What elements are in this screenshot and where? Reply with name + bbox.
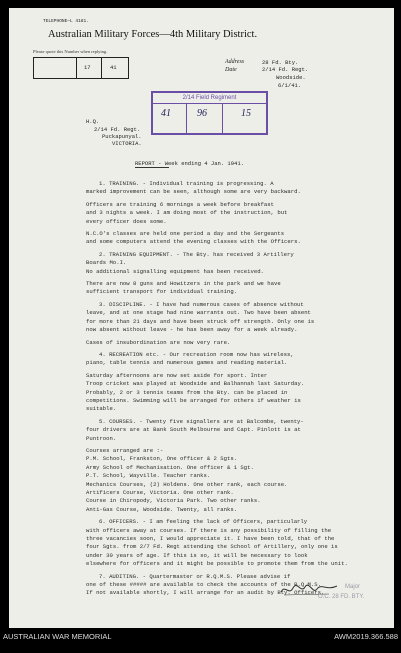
signature-unit: O.C. 28 FD. BTY. (318, 594, 365, 600)
address-line-2: 2/14 Fd. Regt. (262, 66, 309, 73)
report-title: REPORT - Week ending 4 Jan. 1941. (135, 160, 244, 167)
para-line: Boards Mo.I. (86, 259, 127, 267)
recipient-line-1: H.Q. (86, 118, 100, 125)
para-line: Puntroon. (86, 434, 117, 442)
report-title-underline (135, 167, 169, 168)
quote-note: Please quote this Number when replying. (33, 49, 108, 54)
recipient-line-2: 2/14 Fd. Regt. (94, 126, 141, 133)
para-line: sufficient transport for individual training. (86, 288, 238, 296)
para-line: and some computers attend the evening classes with the Officers. (86, 238, 301, 246)
stamp-title: 2/14 Field Regiment (153, 93, 266, 104)
stamp-value-2: 96 (197, 108, 207, 119)
course-line: Army School of Mechanisation. One officer & 1 Sgt. (86, 463, 254, 471)
reference-number-box (33, 57, 129, 79)
para-line: 4. RECREATION etc. - Our recreation room now has wireless, (99, 350, 294, 358)
para-line: Cases of insubordination are now very rare. (86, 338, 231, 346)
report-body (86, 180, 348, 598)
signature-rank: Major (345, 584, 361, 590)
address-line-4: 6/1/41. (278, 82, 302, 89)
course-line: Course in Chiropody, Victoria Park. Two other ranks. (86, 497, 261, 505)
course-line: P.M. School, Frankston, One officer & 2 Sgts. (86, 455, 238, 463)
para-line: No additional signalling equipment has been received. (86, 267, 264, 275)
course-line: Artificers Course, Victoria. One other rank. (86, 489, 234, 496)
para-line: N.C.O's classes are held one period a day and the Sergeants (86, 230, 285, 238)
recipient-line-4: VICTORIA. (112, 140, 142, 147)
para-line: 2. TRAINING EQUIPMENT. - The Bty. has received 3 Artillery (99, 250, 294, 258)
telephone-line: TELEPHONE—L 4181. (43, 19, 89, 24)
para-line: one of these ##### are available to check the accounts of the B.Q.M.S. (86, 581, 321, 589)
para-line: 1. TRAINING. - Individual training is progressing. A (99, 180, 274, 187)
para-line: now absent without leave - he has been away for a week already. (86, 326, 298, 334)
footer-accession: AWM2019.366.588 (334, 632, 398, 641)
para-line: and 3 nights a week. I am doing most of the instruction, but (86, 209, 288, 217)
stamp-value-3: 15 (241, 108, 251, 119)
para-line: competitions. Swimming will be arranged for others if weather is (86, 396, 301, 404)
address-line-3: Woodside. (276, 74, 306, 81)
para-line: 6. OFFICERS. - I am feeling the lack of Officers, particularly (99, 518, 308, 526)
para-line: Saturday afternoons are now set aside for sport. Inter (86, 371, 268, 379)
para-line: 3. DISCIPLINE. - I have had numerous cases of absence without (99, 300, 304, 308)
para-line: every officer does some. (86, 217, 167, 225)
course-line: Mechanics Courses, (2) Holdens. One other rank, each course. (86, 480, 288, 488)
para-line: three vacancies soon, I would appreciate it. I have been told, that of the (86, 535, 335, 543)
para-line: for more than 21 days and have been struck off strength. Only one is (86, 317, 315, 325)
registry-stamp (151, 91, 268, 135)
para-line: There are now 8 guns and Howitzers in the park and we have (86, 280, 281, 288)
para-line: Troop cricket was played at Woodside and Balhannah last Saturday. (86, 380, 305, 388)
stamp-value-1: 41 (161, 108, 171, 119)
para-line: leave, and at one stage had nine warrants out. Two have been absent (86, 309, 311, 317)
para-line: with officers away at courses. If there is any possibility of filling the (86, 526, 332, 534)
course-line: P.T. School, Wayville. Teacher ranks. (86, 472, 211, 480)
para-line: suitable. (86, 405, 117, 413)
para-line: four drivers are at Bank South Melbourne and Capt. Pinlott is at (86, 426, 301, 434)
para-line: four Sgts. from 2/7 Fd. Regt attending the School of Artillery, only one is (86, 543, 338, 551)
ref-cell-3: 41 (110, 64, 117, 71)
para-line: 7. AUDITING. - Quartermaster or R.Q.M.S. Please advise if (99, 572, 291, 580)
footer-institution: AUSTRALIAN WAR MEMORIAL (3, 632, 112, 641)
date-label: Date (225, 67, 237, 73)
para-line: Officers are training 6 mornings a week before breakfast (86, 200, 274, 208)
para-line: Courses arranged are :- (86, 446, 164, 454)
course-line: Anti-Gas Course, Woodside. Twenty, all ranks. (86, 505, 238, 513)
para-line: marked improvement can be seen, although some are very backward. (86, 188, 301, 196)
para-line: piano, table tennis and numerous games and reading material. (86, 359, 288, 367)
recipient-line-3: Puckapunyal. (102, 133, 142, 140)
address-label: Address (225, 59, 245, 65)
ref-cell-1 (34, 58, 77, 78)
para-line: If not available shortly, I will arrange for an audit by Bty. Officers. (86, 589, 325, 597)
address-line-1: 28 Fd. Bty. (262, 59, 299, 66)
para-line: 5. COURSES. - Twenty five signallers are at Balcombe, twenty- (99, 417, 304, 425)
para-line: Probably, 2 or 3 tennis teams from the Bty. can be placed in (86, 388, 288, 396)
para-line: elsewhere for officers and it might be possible to promote them from the unit. (86, 560, 348, 568)
para-line: under 30 years of age. If this is so, it will be necessary to look (86, 551, 308, 559)
letterhead-title: Australian Military Forces—4th Military District. (48, 29, 258, 40)
ref-cell-2: 17 (76, 58, 102, 78)
